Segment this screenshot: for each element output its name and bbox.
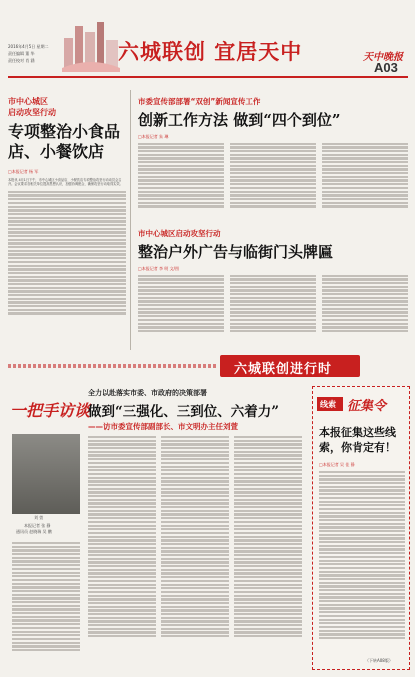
banner-title: 六城联创 宜居天中 bbox=[118, 39, 303, 64]
sidebar-box bbox=[312, 386, 410, 670]
article-4-body-col-2 bbox=[161, 436, 229, 637]
article-2-byline: □本报记者 朱 琳 bbox=[138, 134, 169, 139]
article-4-body-col-1 bbox=[88, 436, 156, 637]
sidebar-byline: □本报记者 吴 佳 静 bbox=[319, 462, 355, 467]
article-1-body bbox=[8, 191, 126, 315]
byline-reporter: 本报记者 张 静 bbox=[24, 523, 51, 528]
masthead-rule bbox=[8, 76, 408, 78]
article-4-body-col-3 bbox=[234, 436, 302, 637]
banner-2-text: 六城联创进行时 bbox=[234, 362, 333, 377]
article-3-body-col-3 bbox=[322, 275, 408, 333]
article-2-body-col-2 bbox=[230, 143, 316, 208]
article-3-body-col-2 bbox=[230, 275, 316, 333]
article-3-byline: □本报记者 李 明 文/图 bbox=[138, 266, 179, 271]
skyline-illustration bbox=[62, 20, 120, 72]
portrait-caption-name: 刘 萱 bbox=[34, 515, 44, 520]
masthead bbox=[0, 0, 415, 80]
sidebar-continued-note: （下转A08版） bbox=[365, 658, 393, 663]
interview-section-label: 一把手访谈 bbox=[10, 401, 91, 420]
banner-stripes bbox=[8, 364, 218, 368]
article-2-kicker: 市委宣传部部署“双创”新闻宣传工作 bbox=[138, 97, 261, 106]
article-1-kicker: 市中心城区 bbox=[8, 97, 48, 106]
article-1-byline: □本报记者 杨 军 bbox=[8, 169, 39, 174]
article-4-kicker: 全力以赴落实市委、市政府的决策部署 bbox=[88, 389, 207, 397]
sidebar-body bbox=[319, 471, 405, 639]
article-4 bbox=[8, 384, 308, 672]
designer-line: 责任校对 肖 涵 bbox=[8, 58, 35, 63]
date-line: 2016年4月5日 星期二 bbox=[8, 44, 49, 49]
article-3-body-col-1 bbox=[138, 275, 224, 333]
article-2-headline: 创新工作方法 做到“四个到位” bbox=[138, 111, 341, 129]
page-number: A03 bbox=[374, 60, 398, 75]
article-1 bbox=[8, 86, 126, 351]
paper-name-logo: 天中晚报 bbox=[363, 52, 403, 63]
article-3-headline: 整治户外广告与临街门头牌匾 bbox=[138, 243, 334, 261]
sidebar-label-a: 线索 bbox=[320, 400, 336, 409]
sidebar-label-b: 征集令 bbox=[347, 399, 387, 414]
section-banner bbox=[8, 352, 408, 380]
article-4-left-body bbox=[12, 542, 80, 651]
article-3 bbox=[138, 228, 408, 348]
article-1-lead: 本报讯 4月1日下午，市中心城区小食品店、小餐饮店专项整治攻坚行动动员会召开。会议要求各相关单位提高思想认识，加强协调配合，确保攻坚行动取得实效。 bbox=[8, 177, 123, 187]
article-4-subhead: ——访市委宣传部副部长、市文明办主任刘萱 bbox=[88, 422, 238, 431]
article-2-body-col-1 bbox=[138, 143, 224, 208]
byline-correspondents: 通讯员 赵晓瑞 吴 鹏 bbox=[16, 529, 52, 534]
sidebar-headline: 本报征集这些线索，你肯定有！ bbox=[319, 426, 396, 454]
article-2-body-col-3 bbox=[322, 143, 408, 208]
editor-line: 责任编辑 董 华 bbox=[8, 51, 35, 56]
article-1-headline: 专项整治小食品店、小餐饮店 bbox=[8, 122, 121, 161]
article-1-kicker-2: 启动攻坚行动 bbox=[8, 108, 56, 117]
article-4-headline: 做到“三强化、三到位、六着力” bbox=[88, 404, 280, 420]
article-2 bbox=[138, 96, 408, 224]
column-divider bbox=[130, 90, 131, 350]
portrait-photo bbox=[12, 434, 80, 514]
article-3-kicker: 市中心城区启动攻坚行动 bbox=[138, 229, 221, 238]
